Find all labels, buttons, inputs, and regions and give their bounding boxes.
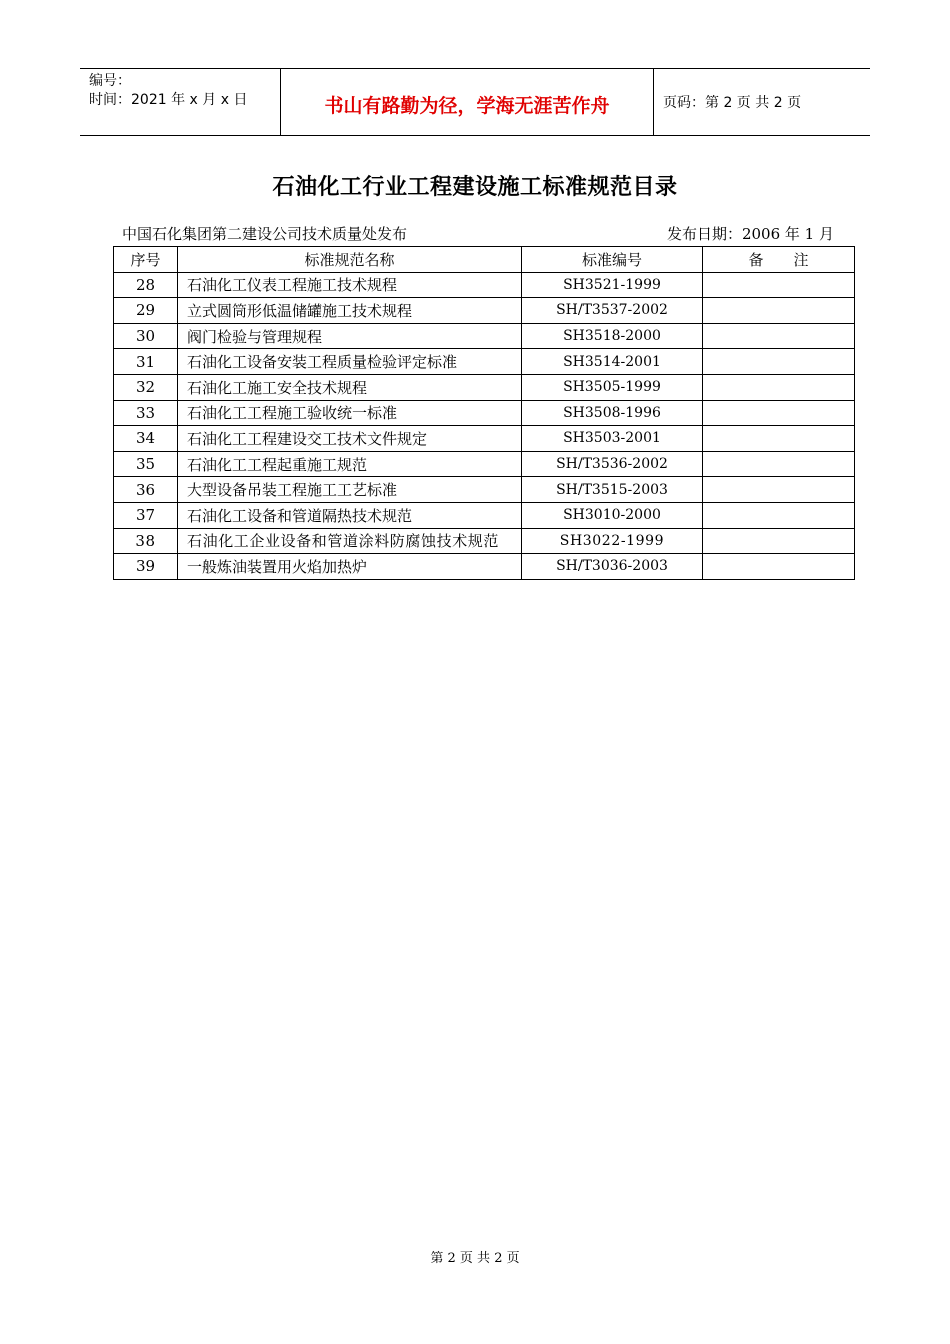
cell-note xyxy=(703,502,855,528)
cell-no: 31 xyxy=(114,349,178,375)
cell-note xyxy=(703,323,855,349)
cell-code: SH3518-2000 xyxy=(522,323,703,349)
cell-no: 28 xyxy=(114,272,178,298)
cell-code: SH3010-2000 xyxy=(522,502,703,528)
cell-name: 石油化工工程建设交工技术文件规定 xyxy=(178,426,522,452)
cell-name: 一般炼油装置用火焰加热炉 xyxy=(178,554,522,580)
cell-no: 32 xyxy=(114,374,178,400)
cell-code: SH3521-1999 xyxy=(522,272,703,298)
cell-note xyxy=(703,298,855,324)
cell-name: 大型设备吊装工程施工工艺标准 xyxy=(178,477,522,503)
cell-no: 36 xyxy=(114,477,178,503)
cell-name: 石油化工企业设备和管道涂料防腐蚀技术规范 xyxy=(178,528,522,554)
table-row xyxy=(114,477,855,503)
table-row xyxy=(114,426,855,452)
header-name: 标准规范名称 xyxy=(178,247,522,273)
cell-name: 立式圆筒形低温储罐施工技术规程 xyxy=(178,298,522,324)
cell-code: SH/T3036-2003 xyxy=(522,554,703,580)
header-motto: 书山有路勤为径，学海无涯苦作舟 xyxy=(281,69,654,135)
cell-note xyxy=(703,349,855,375)
cell-name: 阀门检验与管理规程 xyxy=(178,323,522,349)
table-row xyxy=(114,528,855,554)
header-page-info: 页码：第 2 页 共 2 页 xyxy=(663,95,802,111)
cell-note xyxy=(703,426,855,452)
table-row xyxy=(114,323,855,349)
publish-date: 发布日期：2006 年 1 月 xyxy=(666,225,834,243)
cell-no: 33 xyxy=(114,400,178,426)
table-row xyxy=(114,298,855,324)
table-header-row xyxy=(114,247,855,273)
table-row xyxy=(114,451,855,477)
cell-name: 石油化工设备和管道隔热技术规范 xyxy=(178,502,522,528)
standards-table xyxy=(113,246,855,580)
cell-note xyxy=(703,272,855,298)
document-title: 石油化工行业工程建设施工标准规范目录 xyxy=(272,175,678,200)
cell-no: 35 xyxy=(114,451,178,477)
cell-no: 34 xyxy=(114,426,178,452)
cell-note xyxy=(703,477,855,503)
header-meta xyxy=(80,69,281,135)
cell-name: 石油化工工程施工验收统一标准 xyxy=(178,400,522,426)
cell-no: 37 xyxy=(114,502,178,528)
cell-note xyxy=(703,554,855,580)
document-number-label: 编号： xyxy=(89,73,131,89)
cell-code: SH3508-1996 xyxy=(522,400,703,426)
table-row xyxy=(114,374,855,400)
cell-name: 石油化工仪表工程施工技术规程 xyxy=(178,272,522,298)
cell-no: 30 xyxy=(114,323,178,349)
publisher-text: 中国石化集团第二建设公司技术质量处发布 xyxy=(122,225,408,243)
table-row xyxy=(114,400,855,426)
cell-code: SH/T3536-2002 xyxy=(522,451,703,477)
cell-code: SH/T3537-2002 xyxy=(522,298,703,324)
cell-note xyxy=(703,374,855,400)
cell-name: 石油化工施工安全技术规程 xyxy=(178,374,522,400)
page-footer: 第 2 页 共 2 页 xyxy=(430,1251,520,1266)
header-no: 序号 xyxy=(114,247,178,273)
cell-no: 29 xyxy=(114,298,178,324)
cell-note xyxy=(703,400,855,426)
table-row xyxy=(114,272,855,298)
cell-no: 38 xyxy=(114,528,178,554)
cell-note xyxy=(703,451,855,477)
header-code: 标准编号 xyxy=(522,247,703,273)
header-note: 备 注 xyxy=(703,247,855,273)
cell-code: SH3022-1999 xyxy=(522,528,703,554)
cell-code: SH3505-1999 xyxy=(522,374,703,400)
cell-name: 石油化工工程起重施工规范 xyxy=(178,451,522,477)
table-body xyxy=(114,272,855,579)
table-row xyxy=(114,502,855,528)
table-row xyxy=(114,554,855,580)
cell-name: 石油化工设备安装工程质量检验评定标准 xyxy=(178,349,522,375)
cell-code: SH3514-2001 xyxy=(522,349,703,375)
document-time-label: 时间：2021 年 x 月 x 日 xyxy=(89,92,248,108)
cell-code: SH/T3515-2003 xyxy=(522,477,703,503)
page-header xyxy=(80,68,870,136)
cell-code: SH3503-2001 xyxy=(522,426,703,452)
table-row xyxy=(114,349,855,375)
cell-no: 39 xyxy=(114,554,178,580)
cell-note xyxy=(703,528,855,554)
